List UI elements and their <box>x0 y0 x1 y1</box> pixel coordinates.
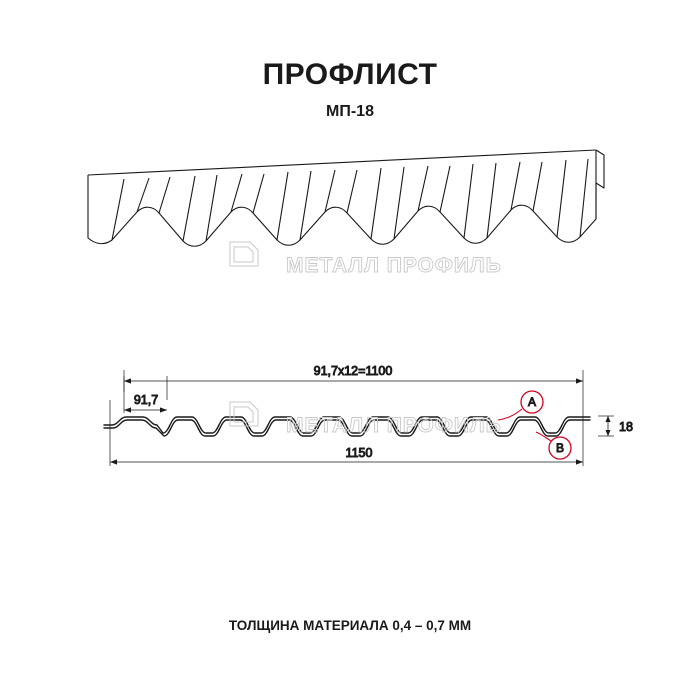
dim-overall-width-line <box>110 459 583 464</box>
dim-height-line <box>605 416 610 436</box>
dim-height-label: 18 <box>619 420 633 434</box>
dim-total-pitch-label: 91,7x12=1100 <box>313 364 393 378</box>
dim-single-pitch-label: 91,7 <box>133 393 159 407</box>
page-title: ПРОФЛИСТ <box>262 58 438 91</box>
watermark-top <box>230 242 502 277</box>
callout-a <box>498 391 543 420</box>
dim-total-pitch-line <box>124 378 583 383</box>
dim-single-pitch-line <box>124 407 167 412</box>
watermark-top-text: МЕТАЛЛ ПРОФИЛЬ <box>286 254 502 277</box>
watermark-bottom-text: МЕТАЛЛ ПРОФИЛЬ <box>286 414 502 437</box>
material-thickness-note: ТОЛЩИНА МАТЕРИАЛА 0,4 – 0,7 ММ <box>228 618 472 633</box>
profile-model-label: МП-18 <box>326 103 374 120</box>
callout-a-label: A <box>527 395 537 409</box>
perspective-sheet-illustration <box>88 150 604 246</box>
dim-overall-width-label: 1150 <box>345 446 373 460</box>
callout-b-label: B <box>555 441 565 455</box>
